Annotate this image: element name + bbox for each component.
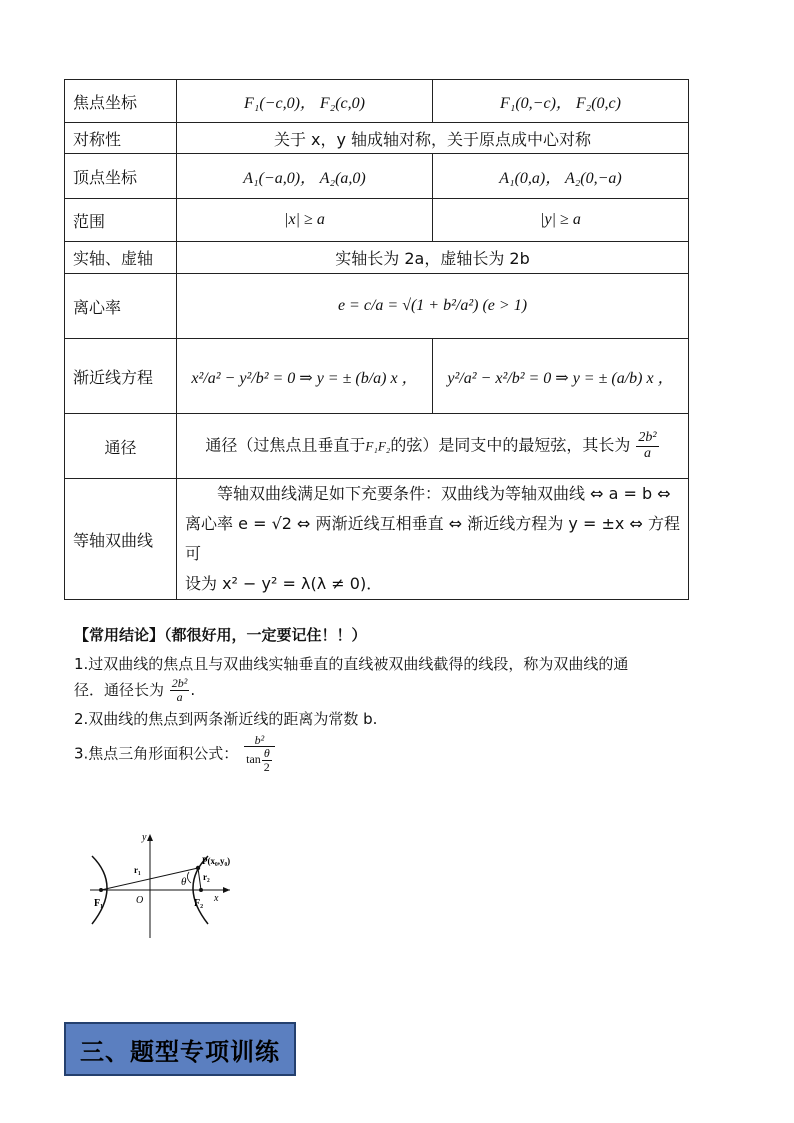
row-label: 对称性 <box>65 123 177 154</box>
y-axis-arrow <box>147 834 153 841</box>
r2-label: r₂ <box>203 872 210 882</box>
row-range <box>65 199 689 242</box>
hyperbola-properties-table <box>64 79 689 600</box>
latus-text <box>177 414 689 479</box>
row-label: 离心率 <box>65 274 177 339</box>
two-den: 2 <box>263 759 270 774</box>
equilateral-line-2: 离心率 e = √2 ⇔ 两渐近线互相垂直 ⇔ 渐近线方程为 y = ±x ⇔ 方程可 <box>185 514 680 563</box>
area-fraction <box>244 734 275 774</box>
conclusion-2: 2.双曲线的焦点到两条渐近线的距离为常数 b. <box>74 709 378 728</box>
latus-chord: F₁F₂ <box>365 438 391 454</box>
fraction-denominator: a <box>176 690 183 704</box>
row-latus <box>65 414 689 479</box>
half-theta <box>262 747 272 773</box>
r2-segment <box>198 868 201 890</box>
focus-left: F₁(−c,0)， F₂(c,0) <box>177 80 433 123</box>
row-label: 渐近线方程 <box>65 339 177 414</box>
row-label: 等轴双曲线 <box>65 479 177 600</box>
fraction-numerator: b² <box>244 734 275 748</box>
row-label: 实轴、虚轴 <box>65 242 177 274</box>
focus-f2 <box>199 888 203 892</box>
asymptote-left: x²/a² − y²/b² = 0 ⇒ y = ± (b/a) x ， <box>177 339 433 414</box>
row-focus <box>65 80 689 123</box>
conclusion-3 <box>74 734 724 774</box>
x-label: x <box>214 893 219 904</box>
row-label: 通径 <box>65 414 177 479</box>
tan-text: tan <box>246 752 261 767</box>
section-banner <box>64 1022 296 1076</box>
fraction-denominator <box>244 747 275 773</box>
row-label: 焦点坐标 <box>65 80 177 123</box>
range-right: |y| ≥ a <box>433 199 689 242</box>
fraction-denominator: a <box>644 445 652 461</box>
conclusion-1-line-b <box>74 677 724 704</box>
focus-right: F₁(0,−c)， F₂(0,c) <box>433 80 689 123</box>
conclusion-1 <box>74 651 724 704</box>
row-axes <box>65 242 689 274</box>
theta-label: θ <box>181 876 187 888</box>
range-left: |x| ≥ a <box>177 199 433 242</box>
common-conclusions <box>74 624 724 775</box>
fraction-numerator: 2b² <box>171 676 188 691</box>
axes-text: 实轴长为 2a，虚轴长为 2b <box>177 242 689 274</box>
point-p <box>196 866 200 870</box>
row-equilateral <box>65 479 689 600</box>
row-label: 范围 <box>65 199 177 242</box>
f2-label: F₂ <box>194 898 204 909</box>
y-label: y <box>142 832 147 843</box>
x-axis-arrow <box>223 887 230 893</box>
row-asymptote <box>65 339 689 414</box>
eccentricity-formula: e = c/a = √(1 + b²/a²) (e > 1) <box>177 274 689 339</box>
latus-fraction <box>170 677 190 703</box>
vertex-right: A₁(0,a)， A₂(0,−a) <box>433 154 689 199</box>
theta-num: θ <box>262 747 272 761</box>
symmetry-text: 关于 x，y 轴成轴对称，关于原点成中心对称 <box>177 123 689 154</box>
p-label: P(x₀,y₀) <box>202 856 231 866</box>
row-label: 顶点坐标 <box>65 154 177 199</box>
row-vertex <box>65 154 689 199</box>
conclusion-3-text: 3.焦点三角形面积公式： <box>74 743 239 762</box>
latus-text-before: 通径（过焦点且垂直于 <box>205 435 366 455</box>
focal-triangle-diagram <box>80 828 240 943</box>
row-eccentricity <box>65 274 689 339</box>
f1-label: F₁ <box>94 898 104 909</box>
asymptote-right: y²/a² − x²/b² = 0 ⇒ y = ± (a/b) x ， <box>433 339 689 414</box>
latus-text-after: 的弦）是同支中的最短弦，其长为 <box>390 435 631 455</box>
conclusion-1-text: 径．通径长为 <box>74 681 165 699</box>
equilateral-text <box>177 479 689 600</box>
row-symmetry <box>65 123 689 154</box>
theta-arc <box>187 872 191 883</box>
section-title: 三、题型专项训练 <box>80 1036 280 1066</box>
latus-length-fraction <box>636 431 658 461</box>
focus-f1 <box>99 888 103 892</box>
equilateral-line-3: 设为 x² − y² = λ(λ ≠ 0)． <box>185 574 383 593</box>
r1-label: r₁ <box>134 865 141 875</box>
equilateral-line-1: 等轴双曲线满足如下充要条件：双曲线为等轴双曲线 ⇔ a = b ⇔ <box>217 484 671 503</box>
conclusions-heading: 【常用结论】（都很好用，一定要记住！！） <box>74 626 367 644</box>
vertex-left: A₁(−a,0)， A₂(a,0) <box>177 154 433 199</box>
period: . <box>190 681 196 699</box>
fraction-numerator: 2b² <box>638 429 657 445</box>
origin-label: O <box>136 895 144 906</box>
conclusion-1-line-a: 1.过双曲线的焦点且与双曲线实轴垂直的直线被双曲线截得的线段，称为双曲线的通 <box>74 655 629 673</box>
